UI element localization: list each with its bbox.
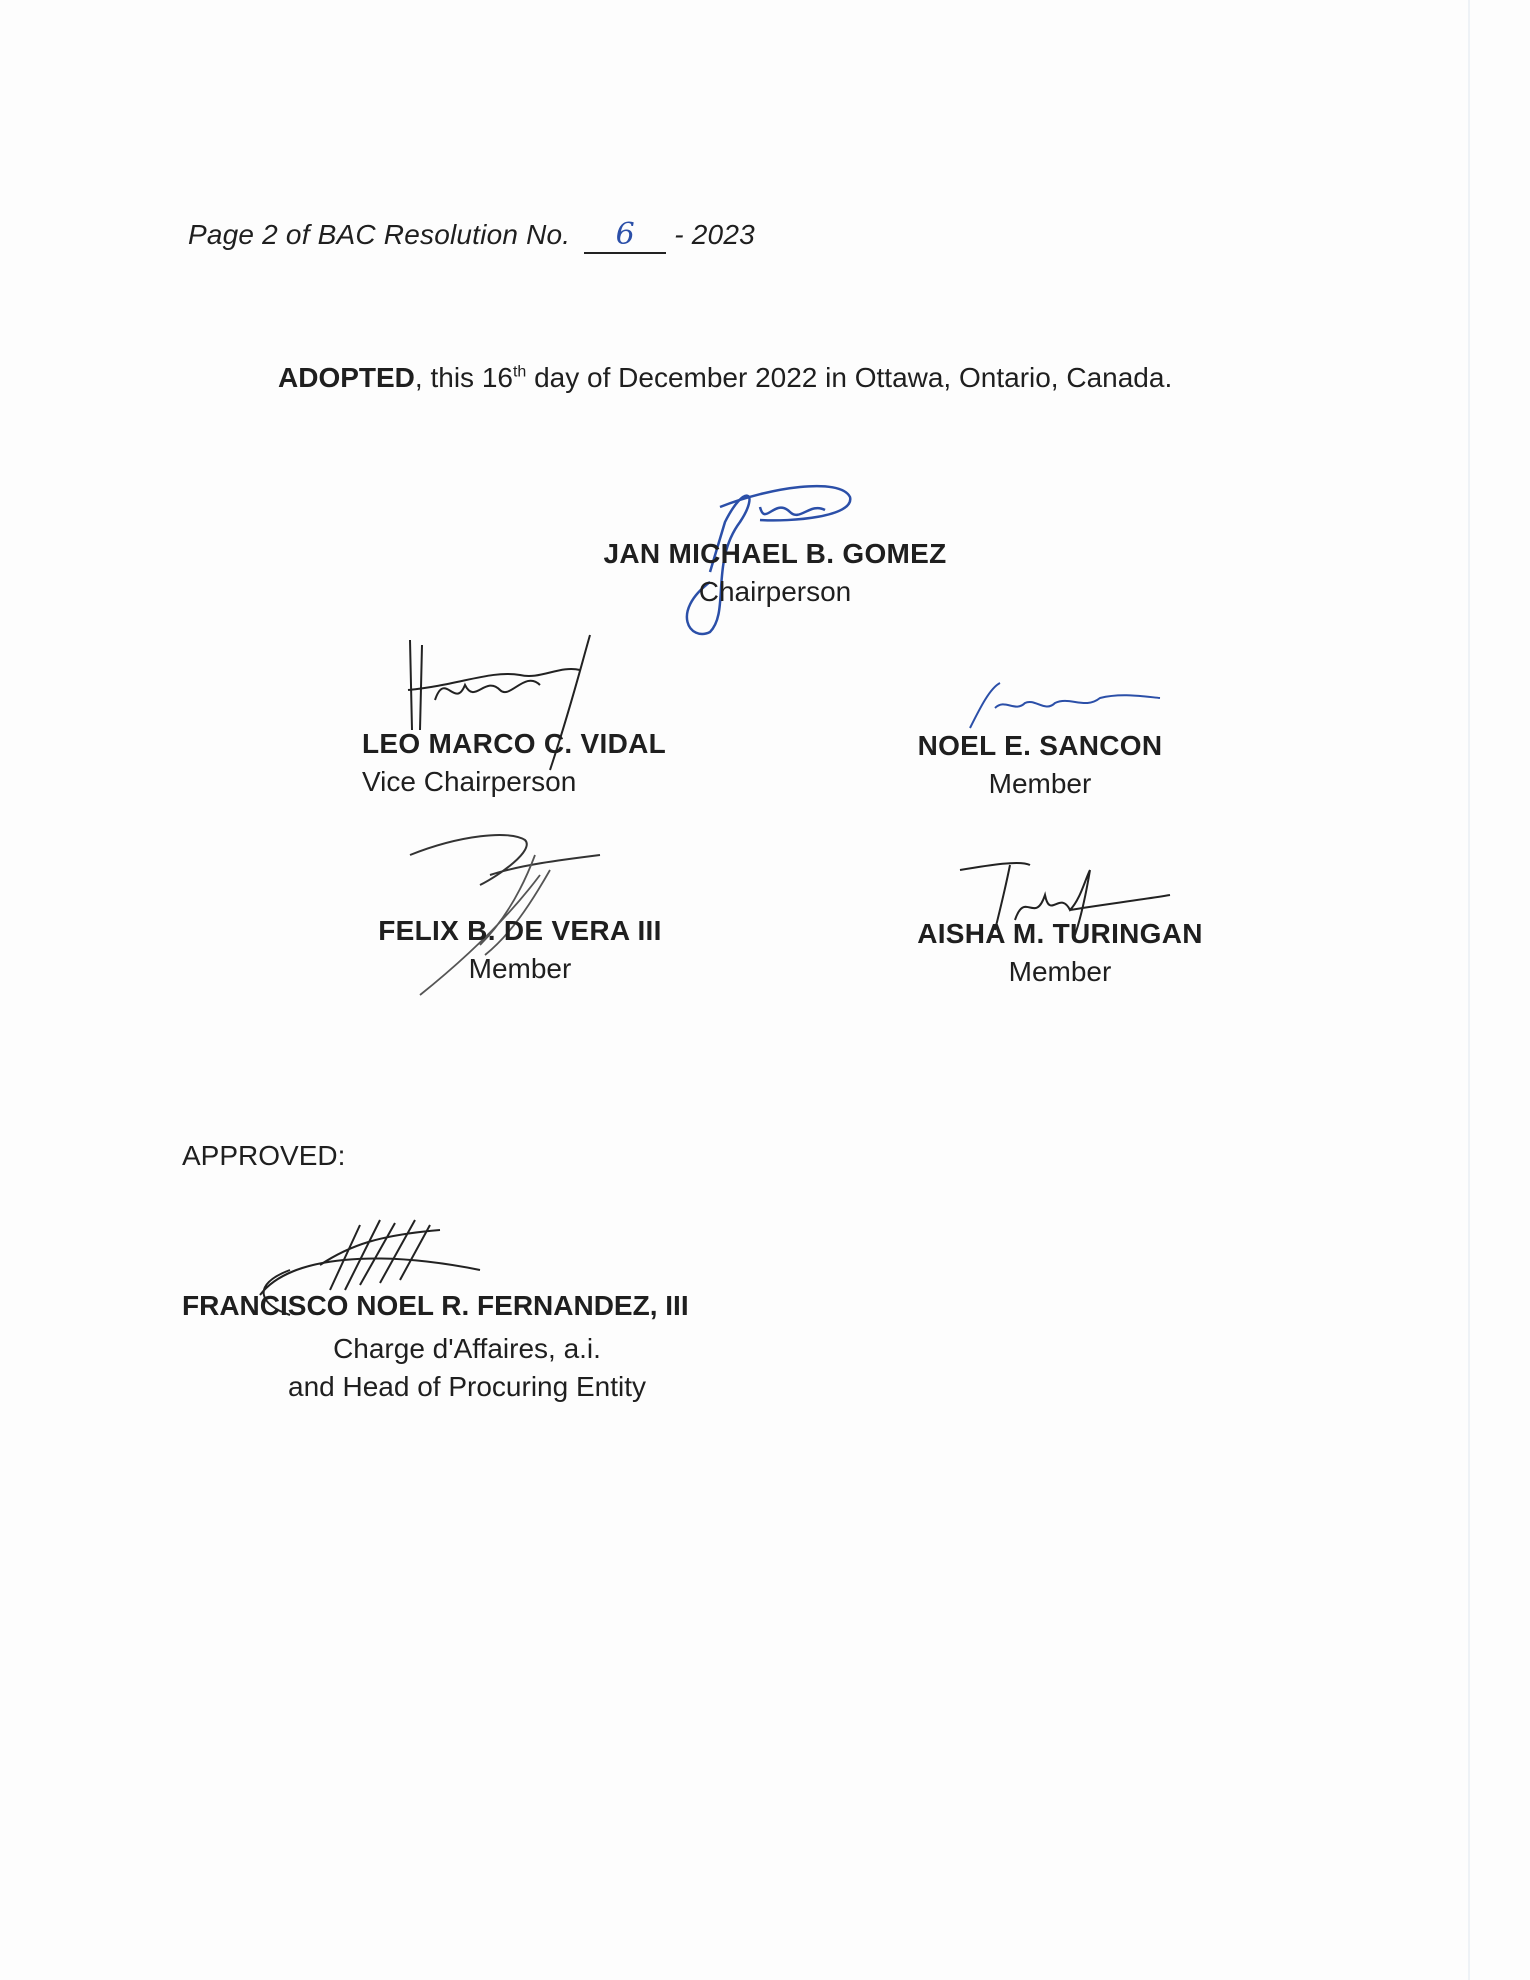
adopted-statement [278,362,1172,394]
signatory-role: Chairperson [698,576,852,607]
scan-edge [1468,0,1470,1980]
signatory-devera [355,915,685,985]
header-prefix: Page 2 of BAC Resolution No. [188,219,571,250]
signatory-fernandez [182,1290,752,1406]
resolution-number: 6 [615,217,635,252]
signature-sancon [960,668,1180,738]
signatory-name: NOEL E. SANCON [917,730,1163,761]
adopted-keyword: ADOPTED [278,362,415,393]
signatory-vice-chairperson [350,728,710,798]
signatory-role: Member [468,953,572,984]
resolution-number-blank [584,218,666,254]
signatory-name: AISHA M. TURINGAN [917,918,1203,949]
approver-role [182,1330,752,1406]
signatory-sancon [880,730,1200,800]
signatory-name: JAN MICHAEL B. GOMEZ [603,538,947,569]
header-suffix: - 2023 [674,219,755,250]
approved-label: APPROVED: [182,1140,346,1171]
signatory-role: Vice Chairperson [362,766,577,797]
signatory-chairperson [560,538,990,608]
adopted-text-1: , this 16 [414,362,513,393]
approver-role-line-2: and Head of Procuring Entity [288,1371,646,1402]
signatory-role: Member [988,768,1092,799]
approver-role-line-1: Charge d'Affaires, a.i. [333,1333,601,1364]
approver-name: FRANCISCO NOEL R. FERNANDEZ, III [182,1290,689,1321]
page-header [188,218,755,254]
signatory-role: Member [1008,956,1112,987]
adopted-ordinal: th [512,363,527,381]
signatory-name: FELIX B. DE VERA III [378,915,662,946]
adopted-text-2: day of December 2022 in Ottawa, Ontario, Canada. [526,362,1173,393]
signatory-name: LEO MARCO C. VIDAL [362,728,667,759]
signatory-turingan [880,918,1240,988]
